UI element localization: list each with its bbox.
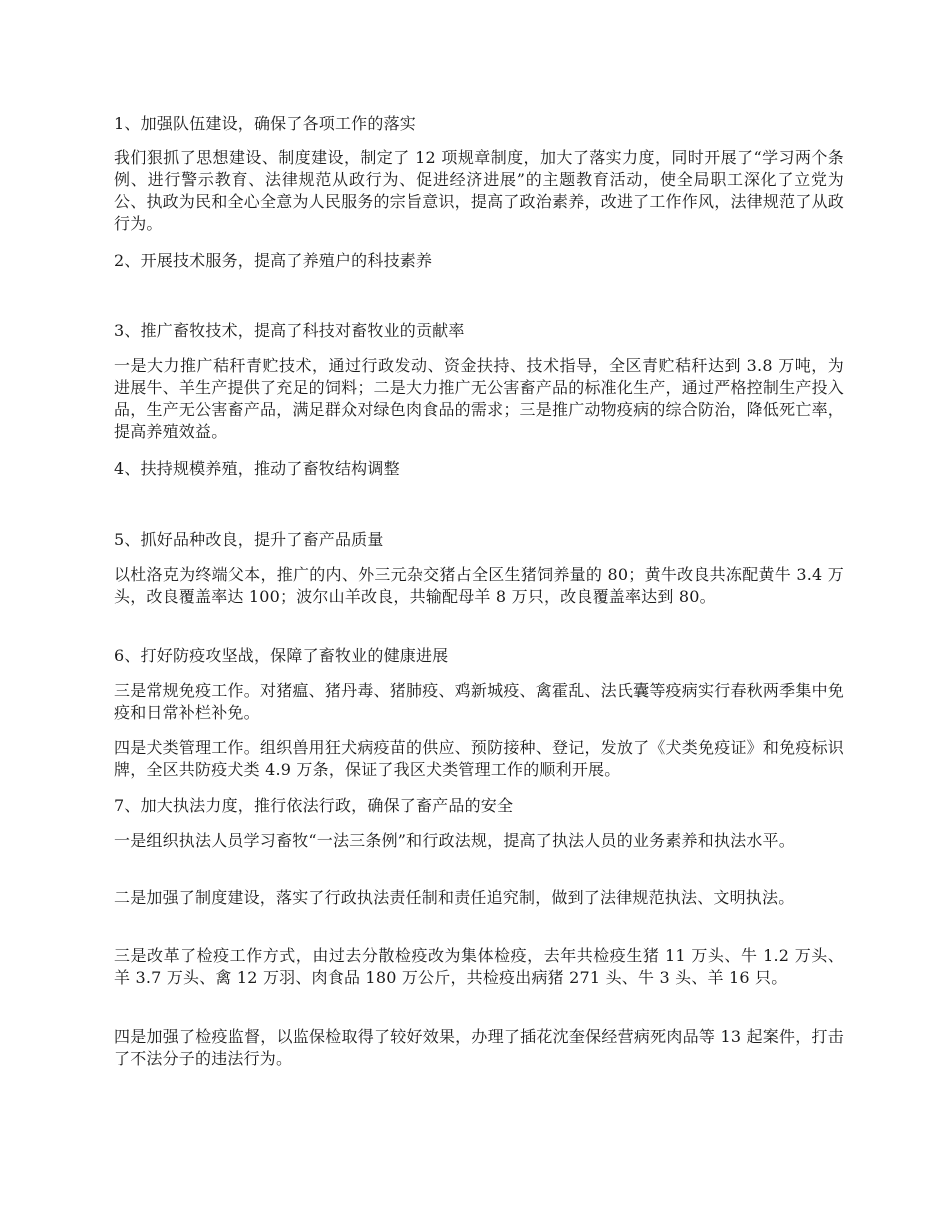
paragraph-breed-improvement: 以杜洛克为终端父本，推广的内、外三元杂交猪占全区生猪饲养量的 80；黄牛改良共冻配黄牛 3.4 万头，改良覆盖率达 100；波尔山羊改良，共输配母羊 8 万只，改良覆盖率达到 80。 <box>114 565 844 606</box>
paragraph-law-training: 一是组织执法人员学习畜牧“一法三条例”和行政法规，提高了执法人员的业务素养和执法水平。 <box>114 831 795 850</box>
paragraph-routine-immunization: 三是常规免疫工作。对猪瘟、猪丹毒、猪肺疫、鸡新城疫、禽霍乱、法氏囊等疫病实行春秋两季集中免疫和日常补栏补免。 <box>114 681 844 722</box>
paragraph-supervision: 四是加强了检疫监督，以监保检取得了较好效果，办理了插花沈奎保经营病死肉品等 13 起案件，打击了不法分子的违法行为。 <box>114 1027 844 1068</box>
paragraph-system-building: 二是加强了制度建设，落实了行政执法责任制和责任追究制，做到了法律规范执法、文明执法。 <box>114 888 795 907</box>
section-heading-7: 7、加大执法力度，推行依法行政，确保了畜产品的安全 <box>114 796 514 815</box>
paragraph-dog-management: 四是犬类管理工作。组织兽用狂犬病疫苗的供应、预防接种、登记，发放了《犬类免疫证》和免疫标识牌，全区共防疫犬类 4.9 万条，保证了我区犬类管理工作的顺利开展。 <box>114 738 844 779</box>
section-heading-3: 3、推广畜牧技术，提高了科技对畜牧业的贡献率 <box>114 321 465 340</box>
section-heading-6: 6、打好防疫攻坚战，保障了畜牧业的健康进展 <box>114 646 449 665</box>
section-heading-2: 2、开展技术服务，提高了养殖户的科技素养 <box>114 251 433 270</box>
section-heading-5: 5、抓好品种改良，提升了畜产品质量 <box>114 530 384 549</box>
paragraph-team-building: 我们狠抓了思想建设、制度建设，制定了 12 项规章制度，加大了落实力度，同时开展了“学习两个条例、进行警示教育、法律规范从政行为、促进经济进展”的主题教育活动，使全局职工深化了立党为公、执政为民和全心全意为人民服务的宗旨意识，提高了政治素养，改进了工作作风，法律规范了从政行为。 <box>114 148 844 233</box>
paragraph-livestock-tech: 一是大力推广秸秆青贮技术，通过行政发动、资金扶持、技术指导，全区青贮秸秆达到 3.8 万吨，为进展牛、羊生产提供了充足的饲料；二是大力推广无公害畜产品的标准化生产，通过严格控制生产投入品，生产无公害畜产品，满足群众对绿色肉食品的需求；三是推广动物疫病的综合防治，降低死亡率，提高养殖效益。 <box>114 356 844 441</box>
section-heading-1: 1、加强队伍建设，确保了各项工作的落实 <box>114 114 416 133</box>
paragraph-quarantine-reform: 三是改革了检疫工作方式，由过去分散检疫改为集体检疫，去年共检疫生猪 11 万头、牛 1.2 万头、羊 3.7 万头、禽 12 万羽、肉食品 180 万公斤，共检疫出病猪 271 头、牛 3 头、羊 16 只。 <box>114 946 844 987</box>
section-heading-4: 4、扶持规模养殖，推动了畜牧结构调整 <box>114 459 400 478</box>
